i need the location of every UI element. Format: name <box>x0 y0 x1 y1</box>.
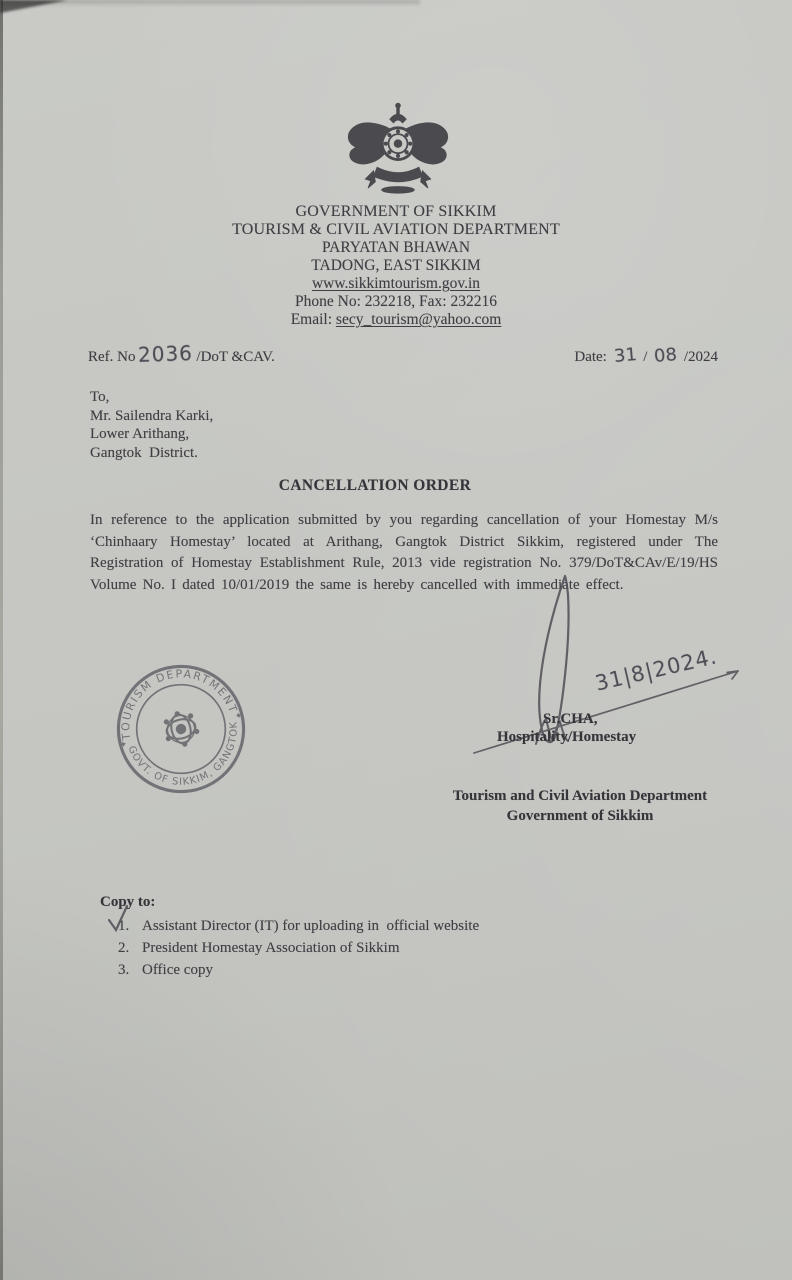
letterhead-department: TOURISM & CIVIL AVIATION DEPARTMENT <box>232 221 560 238</box>
scan-top-shadow <box>0 0 420 6</box>
signing-department-block <box>420 786 740 826</box>
letterhead-phone-fax: Phone No: 232218, Fax: 232216 <box>295 293 497 310</box>
date-day-handwritten: 31 <box>612 344 638 367</box>
copy-to-item <box>118 959 479 981</box>
recipient-name: Mr. Sailendra Karki, <box>90 407 214 424</box>
date-field <box>574 345 718 366</box>
ref-number-handwritten: 2036 <box>137 341 193 367</box>
copy-item-number: 1. <box>118 918 130 934</box>
copy-to-item <box>118 937 479 959</box>
letterhead-building: PARYATAN BHAWAN <box>321 239 471 256</box>
date-separator: / <box>643 349 648 365</box>
email-label: Email: <box>290 311 336 328</box>
copy-item-text: Office copy <box>142 962 213 978</box>
signatory-division: Hospitality/Homestay <box>497 729 637 745</box>
copy-item-number: 2. <box>118 940 130 956</box>
ref-label: Ref. No <box>88 349 136 365</box>
signing-department: Tourism and Civil Aviation Department <box>452 788 708 804</box>
signatory-designation: Sr.CHA, <box>543 711 598 727</box>
stamp-arc-top-text: TOURISM DEPARTMENT <box>119 667 241 741</box>
date-year: /2024 <box>683 349 718 365</box>
ref-suffix: /DoT &CAV. <box>196 349 275 365</box>
signing-government: Government of Sikkim <box>506 808 654 824</box>
recipient-address <box>90 388 213 462</box>
stamp-arc-bottom-text: GOVT. OF SIKKIM, GANGTOK <box>125 720 240 788</box>
signature-handwritten-date: 31|8|2024. <box>592 644 720 696</box>
recipient-street: Lower Arithang, <box>90 426 190 442</box>
svg-text:TOURISM DEPARTMENT <box>108 656 241 743</box>
copy-to-item <box>118 915 479 937</box>
reference-date-row <box>88 342 718 366</box>
date-month-handwritten: 08 <box>653 344 678 367</box>
letterhead-government: GOVERNMENT OF SIKKIM <box>295 203 497 220</box>
letterhead-email-line <box>0 311 792 329</box>
copy-item-number: 3. <box>118 962 130 978</box>
order-body-paragraph: In reference to the application submitted by you regarding cancellation of your Homestay M/s ‘Chinhaary Homestay’ located at Arithang, Gangtok District Sikkim, registered under The Registration of Homestay Establishment Rule, 2013 vide registration No. 379/DoT&CAv/E/19/HS Volume No. I dated 10/01/2019 the same is hereby cancelled with immediate effect. <box>90 512 718 593</box>
copy-to-label: Copy to: <box>100 894 156 910</box>
copy-item-text: Assistant Director (IT) for uploading in official website <box>142 918 480 934</box>
copy-item-text: President Homestay Association of Sikkim <box>142 940 400 956</box>
stamp-centre-emblem <box>158 706 204 752</box>
scan-left-edge-shadow <box>0 0 3 1280</box>
stamp-separator-left: ✦ <box>118 739 129 752</box>
letterhead <box>0 203 792 329</box>
sikkim-state-emblem-icon <box>330 100 466 200</box>
document-title: CANCELLATION ORDER <box>278 477 472 494</box>
letterhead-website: www.sikkimtourism.gov.in <box>311 275 481 292</box>
tourism-department-round-stamp <box>108 656 254 802</box>
email-address: secy_tourism@yahoo.com <box>335 311 502 328</box>
letterhead-location: TADONG, EAST SIKKIM <box>311 257 481 274</box>
recipient-district: Gangtok District. <box>90 444 198 461</box>
svg-text:GOVT. OF SIKKIM, GANGTOK <box>125 719 252 801</box>
recipient-salutation: To, <box>90 389 110 405</box>
copy-to-list <box>118 915 479 981</box>
reference-number <box>88 342 275 366</box>
date-label: Date: <box>574 349 607 365</box>
stamp-separator-right: ✦ <box>233 710 244 723</box>
